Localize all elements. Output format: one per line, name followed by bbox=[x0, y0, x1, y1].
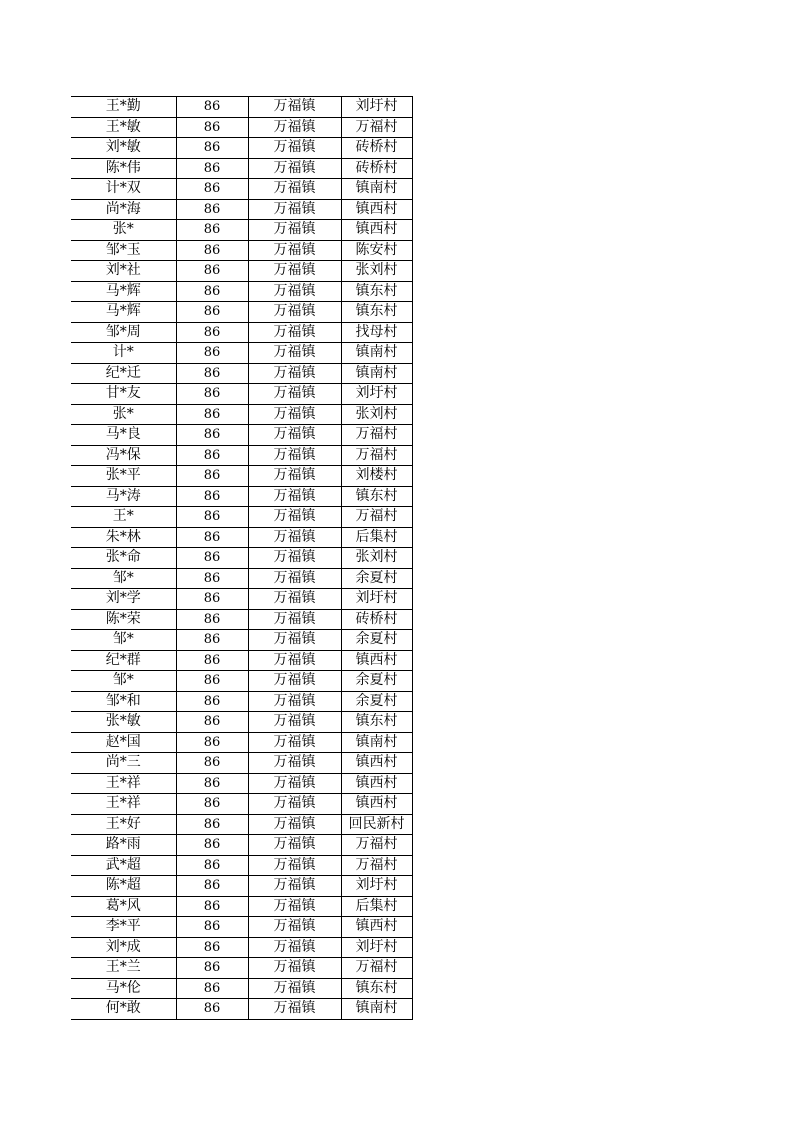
roster-body bbox=[71, 97, 412, 1020]
town-cell: 万福镇 bbox=[248, 343, 341, 364]
score-cell: 86 bbox=[176, 609, 248, 630]
table-row bbox=[71, 445, 412, 466]
score-cell: 86 bbox=[176, 466, 248, 487]
name-cell: 马*良 bbox=[71, 425, 176, 446]
score-cell: 86 bbox=[176, 958, 248, 979]
table-row bbox=[71, 281, 412, 302]
name-cell: 王*祥 bbox=[71, 773, 176, 794]
town-cell: 万福镇 bbox=[248, 220, 341, 241]
score-cell: 86 bbox=[176, 363, 248, 384]
town-cell: 万福镇 bbox=[248, 917, 341, 938]
score-cell: 86 bbox=[176, 302, 248, 323]
score-cell: 86 bbox=[176, 794, 248, 815]
score-cell: 86 bbox=[176, 281, 248, 302]
town-cell: 万福镇 bbox=[248, 876, 341, 897]
name-cell: 路*雨 bbox=[71, 835, 176, 856]
table-row bbox=[71, 527, 412, 548]
village-cell: 回民新村 bbox=[341, 814, 412, 835]
village-cell: 镇东村 bbox=[341, 302, 412, 323]
name-cell: 何*敢 bbox=[71, 999, 176, 1020]
name-cell: 计*双 bbox=[71, 179, 176, 200]
name-cell: 王*敏 bbox=[71, 117, 176, 138]
village-cell: 镇东村 bbox=[341, 712, 412, 733]
town-cell: 万福镇 bbox=[248, 794, 341, 815]
town-cell: 万福镇 bbox=[248, 732, 341, 753]
town-cell: 万福镇 bbox=[248, 302, 341, 323]
name-cell: 邹* bbox=[71, 671, 176, 692]
table-row bbox=[71, 568, 412, 589]
name-cell: 邹*玉 bbox=[71, 240, 176, 261]
town-cell: 万福镇 bbox=[248, 199, 341, 220]
village-cell: 砖桥村 bbox=[341, 158, 412, 179]
village-cell: 镇西村 bbox=[341, 199, 412, 220]
score-cell: 86 bbox=[176, 445, 248, 466]
town-cell: 万福镇 bbox=[248, 486, 341, 507]
town-cell: 万福镇 bbox=[248, 814, 341, 835]
name-cell: 朱*林 bbox=[71, 527, 176, 548]
table-row bbox=[71, 179, 412, 200]
village-cell: 刘圩村 bbox=[341, 97, 412, 118]
name-cell: 邹* bbox=[71, 630, 176, 651]
score-cell: 86 bbox=[176, 835, 248, 856]
name-cell: 尚*三 bbox=[71, 753, 176, 774]
village-cell: 镇西村 bbox=[341, 794, 412, 815]
village-cell: 镇东村 bbox=[341, 486, 412, 507]
village-cell: 镇南村 bbox=[341, 999, 412, 1020]
name-cell: 王*勤 bbox=[71, 97, 176, 118]
town-cell: 万福镇 bbox=[248, 671, 341, 692]
village-cell: 刘圩村 bbox=[341, 937, 412, 958]
village-cell: 万福村 bbox=[341, 507, 412, 528]
name-cell: 张* bbox=[71, 220, 176, 241]
name-cell: 葛*风 bbox=[71, 896, 176, 917]
score-cell: 86 bbox=[176, 404, 248, 425]
town-cell: 万福镇 bbox=[248, 835, 341, 856]
score-cell: 86 bbox=[176, 814, 248, 835]
town-cell: 万福镇 bbox=[248, 445, 341, 466]
town-cell: 万福镇 bbox=[248, 609, 341, 630]
name-cell: 冯*保 bbox=[71, 445, 176, 466]
village-cell: 砖桥村 bbox=[341, 138, 412, 159]
table-row bbox=[71, 732, 412, 753]
table-row bbox=[71, 650, 412, 671]
name-cell: 陈*伟 bbox=[71, 158, 176, 179]
score-cell: 86 bbox=[176, 650, 248, 671]
town-cell: 万福镇 bbox=[248, 363, 341, 384]
village-cell: 万福村 bbox=[341, 835, 412, 856]
name-cell: 甘*友 bbox=[71, 384, 176, 405]
village-cell: 找母村 bbox=[341, 322, 412, 343]
table-row bbox=[71, 630, 412, 651]
town-cell: 万福镇 bbox=[248, 958, 341, 979]
table-row bbox=[71, 794, 412, 815]
name-cell: 纪*迁 bbox=[71, 363, 176, 384]
table-row bbox=[71, 220, 412, 241]
village-cell: 镇西村 bbox=[341, 220, 412, 241]
score-cell: 86 bbox=[176, 240, 248, 261]
name-cell: 刘*成 bbox=[71, 937, 176, 958]
name-cell: 邹* bbox=[71, 568, 176, 589]
village-cell: 镇南村 bbox=[341, 732, 412, 753]
score-cell: 86 bbox=[176, 855, 248, 876]
name-cell: 刘*社 bbox=[71, 261, 176, 282]
score-cell: 86 bbox=[176, 630, 248, 651]
table-row bbox=[71, 814, 412, 835]
table-row bbox=[71, 117, 412, 138]
village-cell: 陈安村 bbox=[341, 240, 412, 261]
table-row bbox=[71, 466, 412, 487]
village-cell: 张刘村 bbox=[341, 404, 412, 425]
score-cell: 86 bbox=[176, 425, 248, 446]
town-cell: 万福镇 bbox=[248, 507, 341, 528]
village-cell: 余夏村 bbox=[341, 568, 412, 589]
town-cell: 万福镇 bbox=[248, 97, 341, 118]
table-row bbox=[71, 240, 412, 261]
score-cell: 86 bbox=[176, 527, 248, 548]
table-row bbox=[71, 322, 412, 343]
name-cell: 邹*和 bbox=[71, 691, 176, 712]
town-cell: 万福镇 bbox=[248, 589, 341, 610]
score-cell: 86 bbox=[176, 876, 248, 897]
score-cell: 86 bbox=[176, 261, 248, 282]
score-cell: 86 bbox=[176, 199, 248, 220]
table-row bbox=[71, 507, 412, 528]
score-cell: 86 bbox=[176, 568, 248, 589]
name-cell: 陈*超 bbox=[71, 876, 176, 897]
village-cell: 万福村 bbox=[341, 445, 412, 466]
village-cell: 镇东村 bbox=[341, 281, 412, 302]
score-cell: 86 bbox=[176, 671, 248, 692]
name-cell: 马*涛 bbox=[71, 486, 176, 507]
score-cell: 86 bbox=[176, 712, 248, 733]
table-row bbox=[71, 773, 412, 794]
table-row bbox=[71, 97, 412, 118]
score-cell: 86 bbox=[176, 384, 248, 405]
town-cell: 万福镇 bbox=[248, 425, 341, 446]
name-cell: 邹*周 bbox=[71, 322, 176, 343]
table-row bbox=[71, 425, 412, 446]
village-cell: 万福村 bbox=[341, 855, 412, 876]
score-cell: 86 bbox=[176, 691, 248, 712]
town-cell: 万福镇 bbox=[248, 240, 341, 261]
village-cell: 刘圩村 bbox=[341, 384, 412, 405]
village-cell: 余夏村 bbox=[341, 630, 412, 651]
name-cell: 李*平 bbox=[71, 917, 176, 938]
town-cell: 万福镇 bbox=[248, 158, 341, 179]
score-cell: 86 bbox=[176, 97, 248, 118]
town-cell: 万福镇 bbox=[248, 384, 341, 405]
table-row bbox=[71, 835, 412, 856]
town-cell: 万福镇 bbox=[248, 138, 341, 159]
village-cell: 镇南村 bbox=[341, 343, 412, 364]
table-row bbox=[71, 302, 412, 323]
town-cell: 万福镇 bbox=[248, 466, 341, 487]
name-cell: 武*超 bbox=[71, 855, 176, 876]
table-row bbox=[71, 589, 412, 610]
town-cell: 万福镇 bbox=[248, 855, 341, 876]
score-cell: 86 bbox=[176, 896, 248, 917]
table-row bbox=[71, 937, 412, 958]
name-cell: 马*辉 bbox=[71, 302, 176, 323]
town-cell: 万福镇 bbox=[248, 404, 341, 425]
name-cell: 王*祥 bbox=[71, 794, 176, 815]
score-cell: 86 bbox=[176, 999, 248, 1020]
table-row bbox=[71, 199, 412, 220]
table-row bbox=[71, 978, 412, 999]
town-cell: 万福镇 bbox=[248, 179, 341, 200]
table-row bbox=[71, 691, 412, 712]
name-cell: 张*命 bbox=[71, 548, 176, 569]
village-cell: 张刘村 bbox=[341, 261, 412, 282]
town-cell: 万福镇 bbox=[248, 753, 341, 774]
town-cell: 万福镇 bbox=[248, 773, 341, 794]
village-cell: 刘楼村 bbox=[341, 466, 412, 487]
town-cell: 万福镇 bbox=[248, 281, 341, 302]
score-cell: 86 bbox=[176, 773, 248, 794]
town-cell: 万福镇 bbox=[248, 548, 341, 569]
town-cell: 万福镇 bbox=[248, 999, 341, 1020]
score-cell: 86 bbox=[176, 158, 248, 179]
name-cell: 张*敏 bbox=[71, 712, 176, 733]
village-cell: 后集村 bbox=[341, 527, 412, 548]
village-cell: 万福村 bbox=[341, 117, 412, 138]
town-cell: 万福镇 bbox=[248, 691, 341, 712]
roster-table bbox=[71, 96, 413, 1020]
village-cell: 刘圩村 bbox=[341, 589, 412, 610]
name-cell: 计* bbox=[71, 343, 176, 364]
table-row bbox=[71, 876, 412, 897]
name-cell: 马*伦 bbox=[71, 978, 176, 999]
table-row bbox=[71, 404, 412, 425]
table-row bbox=[71, 958, 412, 979]
score-cell: 86 bbox=[176, 322, 248, 343]
table-row bbox=[71, 855, 412, 876]
village-cell: 刘圩村 bbox=[341, 876, 412, 897]
table-row bbox=[71, 917, 412, 938]
village-cell: 镇东村 bbox=[341, 978, 412, 999]
score-cell: 86 bbox=[176, 937, 248, 958]
score-cell: 86 bbox=[176, 220, 248, 241]
name-cell: 刘*敏 bbox=[71, 138, 176, 159]
table-row bbox=[71, 486, 412, 507]
name-cell: 陈*荣 bbox=[71, 609, 176, 630]
score-cell: 86 bbox=[176, 179, 248, 200]
village-cell: 余夏村 bbox=[341, 671, 412, 692]
table-row bbox=[71, 999, 412, 1020]
village-cell: 砖桥村 bbox=[341, 609, 412, 630]
town-cell: 万福镇 bbox=[248, 937, 341, 958]
town-cell: 万福镇 bbox=[248, 261, 341, 282]
name-cell: 尚*海 bbox=[71, 199, 176, 220]
table-row bbox=[71, 261, 412, 282]
score-cell: 86 bbox=[176, 507, 248, 528]
village-cell: 镇西村 bbox=[341, 917, 412, 938]
table-row bbox=[71, 671, 412, 692]
table-row bbox=[71, 138, 412, 159]
table-row bbox=[71, 158, 412, 179]
town-cell: 万福镇 bbox=[248, 896, 341, 917]
table-row bbox=[71, 384, 412, 405]
table-row bbox=[71, 343, 412, 364]
town-cell: 万福镇 bbox=[248, 650, 341, 671]
table-row bbox=[71, 609, 412, 630]
village-cell: 余夏村 bbox=[341, 691, 412, 712]
table-row bbox=[71, 548, 412, 569]
village-cell: 镇西村 bbox=[341, 650, 412, 671]
score-cell: 86 bbox=[176, 753, 248, 774]
town-cell: 万福镇 bbox=[248, 527, 341, 548]
name-cell: 张*平 bbox=[71, 466, 176, 487]
score-cell: 86 bbox=[176, 548, 248, 569]
table-row bbox=[71, 896, 412, 917]
score-cell: 86 bbox=[176, 117, 248, 138]
score-cell: 86 bbox=[176, 589, 248, 610]
name-cell: 赵*国 bbox=[71, 732, 176, 753]
village-cell: 张刘村 bbox=[341, 548, 412, 569]
table-row bbox=[71, 363, 412, 384]
village-cell: 镇西村 bbox=[341, 753, 412, 774]
village-cell: 后集村 bbox=[341, 896, 412, 917]
score-cell: 86 bbox=[176, 486, 248, 507]
village-cell: 万福村 bbox=[341, 425, 412, 446]
name-cell: 马*辉 bbox=[71, 281, 176, 302]
village-cell: 镇南村 bbox=[341, 363, 412, 384]
name-cell: 纪*群 bbox=[71, 650, 176, 671]
town-cell: 万福镇 bbox=[248, 568, 341, 589]
score-cell: 86 bbox=[176, 917, 248, 938]
town-cell: 万福镇 bbox=[248, 712, 341, 733]
town-cell: 万福镇 bbox=[248, 322, 341, 343]
score-cell: 86 bbox=[176, 138, 248, 159]
table-row bbox=[71, 753, 412, 774]
score-cell: 86 bbox=[176, 732, 248, 753]
name-cell: 刘*学 bbox=[71, 589, 176, 610]
score-cell: 86 bbox=[176, 978, 248, 999]
name-cell: 王*兰 bbox=[71, 958, 176, 979]
name-cell: 王*好 bbox=[71, 814, 176, 835]
score-cell: 86 bbox=[176, 343, 248, 364]
village-cell: 镇南村 bbox=[341, 179, 412, 200]
town-cell: 万福镇 bbox=[248, 630, 341, 651]
town-cell: 万福镇 bbox=[248, 117, 341, 138]
name-cell: 王* bbox=[71, 507, 176, 528]
table-row bbox=[71, 712, 412, 733]
village-cell: 镇西村 bbox=[341, 773, 412, 794]
village-cell: 万福村 bbox=[341, 958, 412, 979]
name-cell: 张* bbox=[71, 404, 176, 425]
town-cell: 万福镇 bbox=[248, 978, 341, 999]
